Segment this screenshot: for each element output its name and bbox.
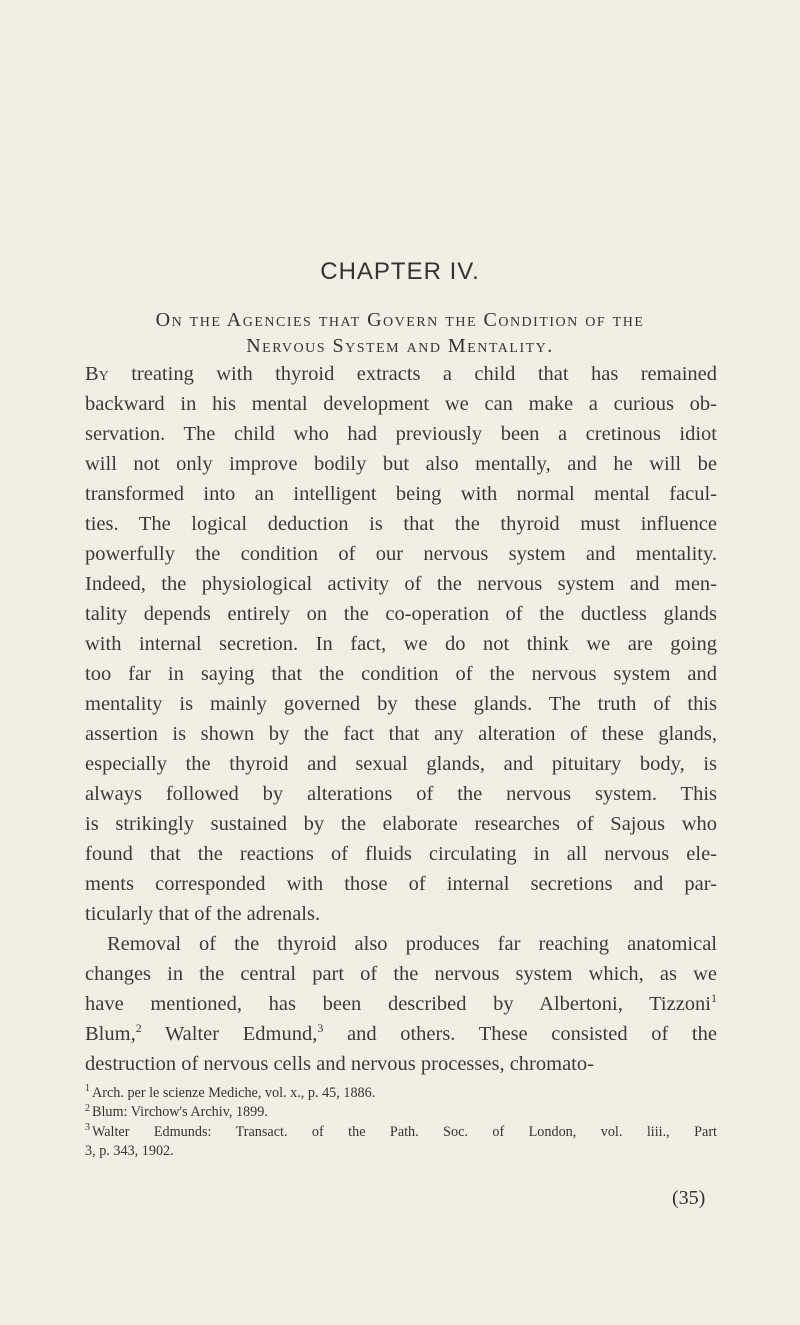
line-text: tality depends entirely on the co-operation of the ductless glands bbox=[85, 603, 717, 625]
text-line bbox=[85, 779, 717, 809]
footnote bbox=[85, 1142, 717, 1161]
footnote-text: Walter Edmunds: Transact. of the Path. Soc. of London, vol. liii., Part bbox=[92, 1123, 717, 1140]
line-text: powerfully the condition of our nervous system and mentality. bbox=[85, 543, 717, 565]
text-line bbox=[85, 749, 717, 779]
text-line bbox=[85, 839, 717, 869]
footnotes bbox=[85, 1084, 717, 1161]
line-text: always followed by alterations of the nervous system. This bbox=[85, 783, 717, 805]
text-line bbox=[85, 809, 717, 839]
line-text: especially the thyroid and sexual glands, and pituitary body, is bbox=[85, 753, 717, 775]
line-text: ties. The logical deduction is that the thyroid must influence bbox=[85, 513, 717, 535]
footnote-number: 3 bbox=[85, 1121, 90, 1133]
text-line bbox=[85, 599, 717, 629]
line-text: transformed into an intelligent being with normal mental facul- bbox=[85, 483, 717, 505]
text-line bbox=[85, 719, 717, 749]
footnote bbox=[85, 1084, 717, 1103]
line-text: will not only improve bodily but also mentally, and he will be bbox=[85, 453, 717, 475]
footnote-ref: 1 bbox=[711, 991, 717, 1006]
line-text: and others. These consisted of the bbox=[323, 1023, 717, 1045]
text-line bbox=[85, 659, 717, 689]
line-text: found that the reactions of fluids circulating in all nervous ele- bbox=[85, 843, 717, 865]
text-line bbox=[85, 509, 717, 539]
line-text: is strikingly sustained by the elaborate researches of Sajous who bbox=[85, 813, 717, 835]
text-line bbox=[85, 929, 717, 959]
chapter-subtitle-line-1: On the Agencies that Govern the Condition of the bbox=[155, 309, 645, 331]
line-text: have mentioned, has been described by Albertoni, Tizzoni bbox=[85, 993, 711, 1015]
body-text bbox=[85, 359, 717, 1079]
footnote-text: Arch. per le scienze Mediche, vol. x., p. 45, 1886. bbox=[92, 1085, 376, 1101]
page-number: (35) bbox=[672, 1187, 706, 1209]
text-line bbox=[85, 629, 717, 659]
text-line bbox=[85, 959, 717, 989]
footnote-number: 2 bbox=[85, 1102, 90, 1114]
line-text: assertion is shown by the fact that any alteration of these glands, bbox=[85, 723, 717, 745]
line-text: too far in saying that the condition of the nervous system and bbox=[85, 663, 717, 685]
footnote-text: 3, p. 343, 1902. bbox=[85, 1142, 174, 1159]
text-line bbox=[85, 1049, 717, 1079]
line-text: Removal of the thyroid also produces far reaching anatomical bbox=[107, 933, 717, 955]
line-text: treating with thyroid extracts a child that has remained bbox=[108, 363, 717, 385]
text-line bbox=[85, 689, 717, 719]
footnote bbox=[85, 1123, 717, 1142]
line-text: ticularly that of the adrenals. bbox=[85, 903, 321, 925]
text-line bbox=[85, 989, 717, 1019]
footnote-ref: 3 bbox=[317, 1021, 324, 1036]
line-text: destruction of nervous cells and nervous processes, chromato- bbox=[85, 1053, 594, 1075]
text-line bbox=[85, 479, 717, 509]
line-text: changes in the central part of the nervous system which, as we bbox=[85, 963, 717, 985]
text-line bbox=[85, 569, 717, 599]
text-line bbox=[85, 419, 717, 449]
line-text: Indeed, the physiological activity of the nervous system and men- bbox=[85, 573, 717, 595]
line-text: ments corresponded with those of internal secretions and par- bbox=[85, 873, 717, 895]
line-text: servation. The child who had previously been a cretinous idiot bbox=[85, 423, 717, 445]
line-text: Blum, bbox=[85, 1023, 136, 1045]
chapter-subtitle-line-2: Nervous System and Mentality. bbox=[246, 335, 554, 357]
line-text: backward in his mental development we can make a curious ob- bbox=[85, 393, 717, 415]
line-text: mentality is mainly governed by these glands. The truth of this bbox=[85, 693, 717, 715]
chapter-title: CHAPTER IV. bbox=[320, 258, 480, 285]
footnote-text: Blum: Virchow's Archiv, 1899. bbox=[92, 1104, 268, 1121]
text-line bbox=[85, 899, 717, 929]
text-line bbox=[85, 449, 717, 479]
text-line bbox=[85, 389, 717, 419]
text-line bbox=[85, 1019, 717, 1049]
line-text: with internal secretion. In fact, we do not think we are going bbox=[85, 633, 717, 655]
line-text: Walter Edmund, bbox=[141, 1023, 318, 1045]
drop-word: By bbox=[85, 363, 109, 385]
footnote-ref: 2 bbox=[135, 1021, 142, 1036]
footnote bbox=[85, 1103, 717, 1122]
text-line bbox=[85, 359, 717, 389]
text-line bbox=[85, 869, 717, 899]
footnote-number: 1 bbox=[85, 1083, 90, 1095]
text-line bbox=[85, 539, 717, 569]
